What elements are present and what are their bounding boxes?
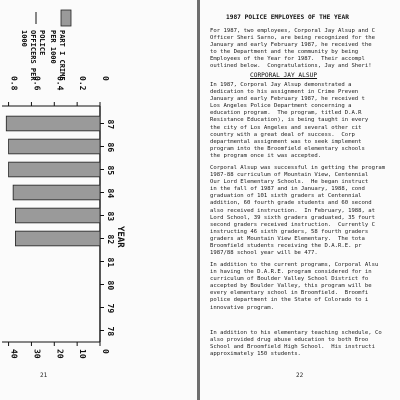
page-number-right: 22 bbox=[296, 372, 304, 379]
bar-chart bbox=[0, 0, 197, 400]
body-paragraph-2: Corporal Alsup was successful in getting the program 1987-88 curriculum of Mountain View, Centennial Our Lord Elementary Schools. He began instruct in the fall of 1987 and in January, 1988, cond graduation of 101 sixth graders at Centennial addition, 60 fourth grade students and 60 second also received instruction. In February, 1988, at Lord School, 39 sixth graders graduated, 35 fourt second graders received instruction. Currently C instructing 46 sixth graders, 58 fourth graders graders at Mountain View Elementary. The tota Broomfield students receiving the D.A.R.E. pr 1987/88 school year will be 477. bbox=[210, 165, 386, 257]
category-tick-label: 82 bbox=[106, 234, 115, 245]
body-paragraph-1: In 1987, Corporal Jay Alsup demonstrated a dedication to his assignment in Crime Preven January and early February 1987, he received t Los Angeles Police Department concerning a education program. The program, titled D.A.R Resistance Education), is being taught in every the city of Los Angeles and several other cit country with a great deal of success. Corp departmental assignment was to seek implement program into the Broomfield elementary schools the program once it was accepted. bbox=[210, 82, 369, 159]
secondary-axis-tick-label: 0.6 bbox=[32, 76, 42, 91]
primary-axis-tick-label: 40 bbox=[9, 349, 19, 359]
intro-paragraph: For 1987, two employees, Corporal Jay Alsup and C Officer Sheri Sarno, are being recognized for the January and early February 1987, he received the to the Department and the community by being Employees of the Year for 1987. Their accompl outlined below. Congratulations, Jay and Sheri! bbox=[210, 28, 376, 70]
legend-label-officers-line1: POLICE bbox=[38, 30, 46, 56]
category-tick-label: 79 bbox=[106, 303, 115, 314]
crime-bar bbox=[13, 185, 100, 200]
category-axis-label: YEAR bbox=[115, 226, 125, 248]
category-tick-label: 85 bbox=[106, 165, 115, 176]
crime-bar bbox=[9, 162, 100, 177]
left-page bbox=[0, 0, 197, 400]
primary-axis-tick-label: 20 bbox=[55, 349, 65, 359]
document-title: 1987 POLICE EMPLOYEES OF THE YEAR bbox=[226, 14, 349, 21]
category-tick-label: 86 bbox=[106, 142, 115, 153]
legend-swatch-crime bbox=[61, 10, 71, 26]
category-tick-label: 83 bbox=[106, 211, 115, 222]
page-number-left: 21 bbox=[40, 372, 48, 379]
primary-axis-tick-label: 30 bbox=[32, 349, 42, 359]
crime-bar bbox=[15, 231, 100, 246]
crime-bar bbox=[6, 116, 100, 131]
section-heading: CORPORAL JAY ALSUP bbox=[250, 72, 318, 79]
legend-label-crime-line2: PER 1000 bbox=[49, 30, 57, 64]
body-paragraph-4: In addition to his elementary teaching schedule, Co also provided drug abuse education to both Broo School and Broomfield High School. His instructi approximately 150 students. bbox=[210, 330, 382, 358]
secondary-axis-tick-label: 0.2 bbox=[78, 76, 88, 91]
primary-axis-tick-label: 0 bbox=[101, 349, 110, 354]
legend-label-officers-line3: 1000 bbox=[20, 30, 28, 47]
body-paragraph-3: In addition to the current programs, Corporal Alsu in having the D.A.R.E. program considered for in curriculum of Boulder Valley School District fo accepted by Boulder Valley, this program will be every elementary school in Broomfield. Broomfi police department in the State of Colorado to i innovative program. bbox=[210, 262, 379, 311]
category-tick-label: 84 bbox=[106, 188, 115, 199]
crime-bar bbox=[15, 208, 100, 223]
legend-label-crime-line1: PART I CRIME bbox=[58, 30, 66, 81]
secondary-axis-tick-label: 0.8 bbox=[9, 76, 19, 91]
secondary-axis-tick-label: 0 bbox=[101, 76, 110, 81]
category-tick-label: 80 bbox=[106, 280, 115, 291]
primary-axis-tick-label: 10 bbox=[78, 349, 88, 359]
category-tick-label: 87 bbox=[106, 119, 115, 130]
crime-bar bbox=[9, 139, 100, 154]
legend-label-officers-line2: OFFICERS PER bbox=[29, 30, 37, 81]
category-tick-label: 78 bbox=[106, 326, 115, 337]
category-tick-label: 81 bbox=[106, 257, 115, 268]
secondary-axis-tick-label: 0.4 bbox=[55, 76, 65, 91]
